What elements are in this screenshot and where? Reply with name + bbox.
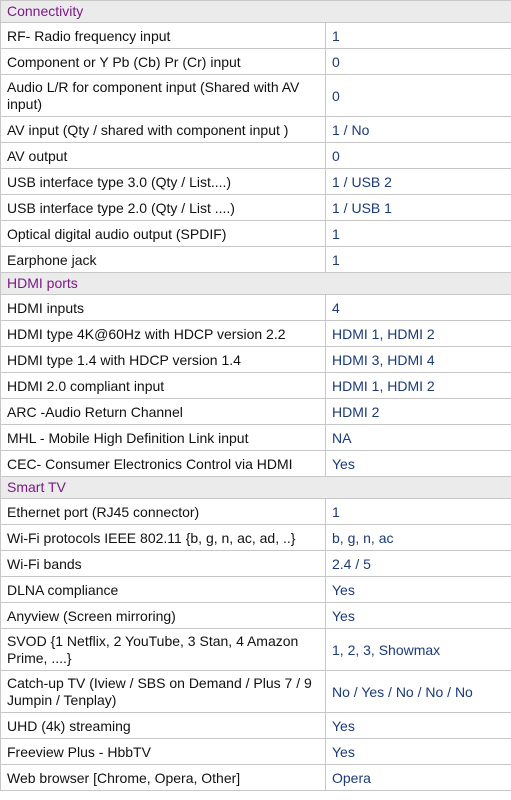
table-row	[1, 321, 511, 347]
spec-value: Yes	[326, 603, 511, 629]
spec-value: 1 / No	[326, 117, 511, 143]
spec-label: HDMI inputs	[1, 295, 326, 321]
table-row	[1, 629, 511, 671]
spec-label: RF- Radio frequency input	[1, 23, 326, 49]
spec-value: HDMI 3, HDMI 4	[326, 347, 511, 373]
spec-label: CEC- Consumer Electronics Control via HDMI	[1, 451, 326, 477]
spec-value: No / Yes / No / No / No	[326, 671, 511, 713]
table-row	[1, 75, 511, 117]
table-row	[1, 499, 511, 525]
section-header-row	[1, 273, 511, 295]
table-row	[1, 525, 511, 551]
table-row	[1, 195, 511, 221]
spec-value: 1	[326, 247, 511, 273]
spec-label: Catch-up TV (Iview / SBS on Demand / Plus 7 / 9 Jumpin / Tenplay)	[1, 671, 326, 713]
table-row	[1, 247, 511, 273]
spec-value: Yes	[326, 739, 511, 765]
table-row	[1, 577, 511, 603]
spec-value: HDMI 1, HDMI 2	[326, 373, 511, 399]
spec-value: 2.4 / 5	[326, 551, 511, 577]
spec-label: Anyview (Screen mirroring)	[1, 603, 326, 629]
spec-label: Freeview Plus - HbbTV	[1, 739, 326, 765]
spec-table-body	[1, 1, 511, 791]
spec-value: HDMI 1, HDMI 2	[326, 321, 511, 347]
spec-value: 1	[326, 23, 511, 49]
spec-value: 0	[326, 143, 511, 169]
spec-label: HDMI type 4K@60Hz with HDCP version 2.2	[1, 321, 326, 347]
table-row	[1, 221, 511, 247]
spec-value: 0	[326, 75, 511, 117]
spec-label: HDMI type 1.4 with HDCP version 1.4	[1, 347, 326, 373]
spec-label: Wi-Fi protocols IEEE 802.11 {b, g, n, ac, ad, ..}	[1, 525, 326, 551]
spec-value: 1	[326, 221, 511, 247]
spec-label: HDMI 2.0 compliant input	[1, 373, 326, 399]
spec-value: 0	[326, 49, 511, 75]
spec-value: 1, 2, 3, Showmax	[326, 629, 511, 671]
spec-label: UHD (4k) streaming	[1, 713, 326, 739]
section-title: Connectivity	[1, 1, 511, 23]
table-row	[1, 117, 511, 143]
spec-value: Yes	[326, 451, 511, 477]
table-row	[1, 739, 511, 765]
spec-label: DLNA compliance	[1, 577, 326, 603]
spec-label: Ethernet port (RJ45 connector)	[1, 499, 326, 525]
table-row	[1, 671, 511, 713]
table-row	[1, 425, 511, 451]
spec-value: Yes	[326, 713, 511, 739]
table-row	[1, 399, 511, 425]
spec-label: AV input (Qty / shared with component input )	[1, 117, 326, 143]
spec-label: Wi-Fi bands	[1, 551, 326, 577]
spec-label: Component or Y Pb (Cb) Pr (Cr) input	[1, 49, 326, 75]
table-row	[1, 373, 511, 399]
spec-value: 1	[326, 499, 511, 525]
table-row	[1, 49, 511, 75]
spec-value: 1 / USB 1	[326, 195, 511, 221]
spec-label: Optical digital audio output (SPDIF)	[1, 221, 326, 247]
table-row	[1, 603, 511, 629]
spec-label: USB interface type 2.0 (Qty / List ....)	[1, 195, 326, 221]
spec-value: NA	[326, 425, 511, 451]
spec-label: AV output	[1, 143, 326, 169]
table-row	[1, 169, 511, 195]
table-row	[1, 295, 511, 321]
table-row	[1, 347, 511, 373]
spec-value: Yes	[326, 577, 511, 603]
section-title: HDMI ports	[1, 273, 511, 295]
table-row	[1, 551, 511, 577]
spec-label: Web browser [Chrome, Opera, Other]	[1, 765, 326, 791]
table-row	[1, 23, 511, 49]
spec-value: 1 / USB 2	[326, 169, 511, 195]
spec-label: ARC -Audio Return Channel	[1, 399, 326, 425]
section-header-row	[1, 1, 511, 23]
spec-label: MHL - Mobile High Definition Link input	[1, 425, 326, 451]
section-header-row	[1, 477, 511, 499]
spec-label: SVOD {1 Netflix, 2 YouTube, 3 Stan, 4 Amazon Prime, ....}	[1, 629, 326, 671]
spec-value: b, g, n, ac	[326, 525, 511, 551]
table-row	[1, 451, 511, 477]
spec-label: Audio L/R for component input (Shared with AV input)	[1, 75, 326, 117]
spec-label: USB interface type 3.0 (Qty / List....)	[1, 169, 326, 195]
spec-value: HDMI 2	[326, 399, 511, 425]
table-row	[1, 713, 511, 739]
table-row	[1, 765, 511, 791]
spec-value: Opera	[326, 765, 511, 791]
spec-label: Earphone jack	[1, 247, 326, 273]
section-title: Smart TV	[1, 477, 511, 499]
table-row	[1, 143, 511, 169]
spec-value: 4	[326, 295, 511, 321]
